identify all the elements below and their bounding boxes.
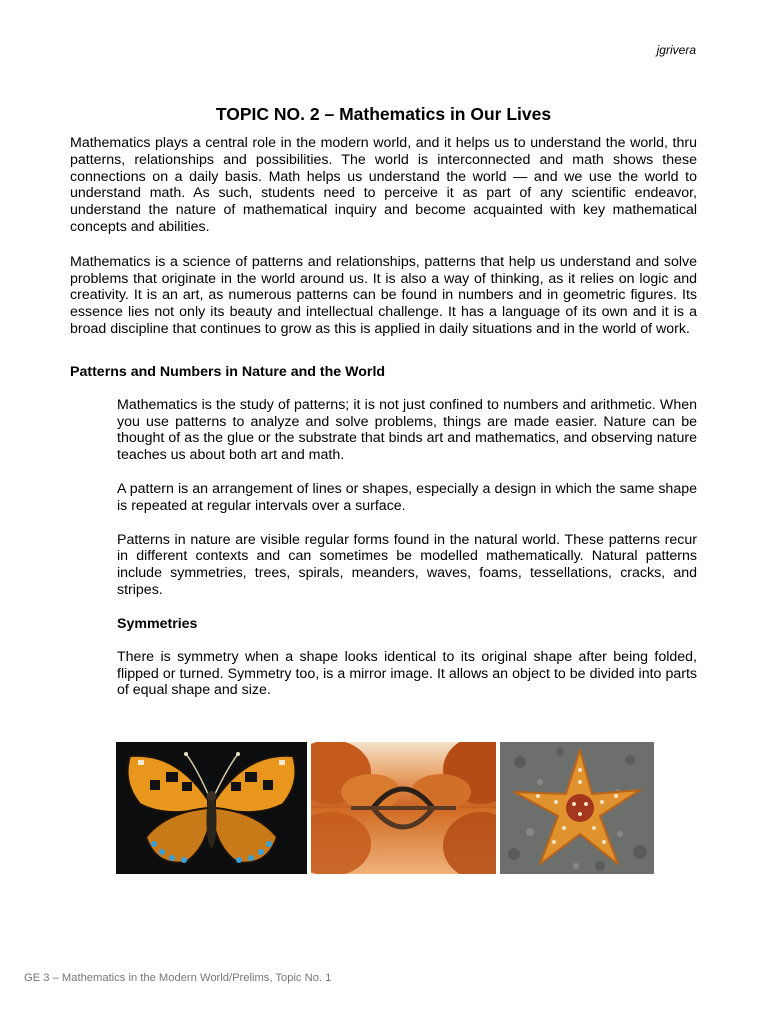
image-strip: [116, 742, 654, 874]
arch-bridge-reflection-photo: [311, 742, 496, 874]
butterfly-photo: [116, 742, 307, 874]
page-footer: GE 3 – Mathematics in the Modern World/Prelims, Topic No. 1: [24, 972, 332, 984]
section-heading: Patterns and Numbers in Nature and the World: [70, 363, 386, 380]
starfish-photo: [500, 742, 654, 874]
intro-paragraph-1: Mathematics plays a central role in the modern world, and it helps us to understand the world, thru patterns, relationships and possibilities. The world is interconnected and math shows these connections on a daily basis. Math helps us understand the world — and we use the world to understand math. As such, students need to perceive it as part of any scientific endeavor, understand the nature of mathematical inquiry and become acquainted with key mathematical concepts and abilities.: [70, 135, 697, 235]
section-paragraph-2: A pattern is an arrangement of lines or shapes, especially a design in which the same shape is repeated at regular intervals over a surface.: [117, 480, 697, 514]
section-paragraph-1: Mathematics is the study of patterns; it is not just confined to numbers and arithmetic. When you use patterns to analyze and solve problems, things are made easier. Nature can be thought of as the glue or the substrate that binds art and mathematics, and observing nature teaches us about both art and math.: [117, 396, 697, 464]
intro-paragraph-2: Mathematics is a science of patterns and relationships, patterns that help us understand and solve problems that originate in the world around us. It is also a way of thinking, as it relies on logic and creativity. It is an art, as numerous patterns can be found in numbers and in geometric figures. Its essence lies not only its beauty and intellectual challenge. It has a language of its own and it is a broad discipline that continues to grow as this is applied in daily situations and in the world of work.: [70, 253, 697, 337]
page-title: TOPIC NO. 2 – Mathematics in Our Lives: [215, 104, 552, 124]
symmetry-paragraph: There is symmetry when a shape looks identical to its original shape after being folded, flipped or turned. Symmetry too, is a mirror image. It allows an object to be divided into parts of equal shape and size.: [117, 648, 697, 699]
author-name: jgrivera: [656, 43, 696, 57]
document-body: [70, 104, 697, 699]
section-paragraph-3: Patterns in nature are visible regular forms found in the natural world. These patterns recur in different contexts and can sometimes be modelled mathematically. Natural patterns include symmetries, trees, spirals, meanders, waves, foams, tessellations, cracks, and stripes.: [117, 531, 697, 598]
subsection-heading: Symmetries: [117, 615, 198, 632]
